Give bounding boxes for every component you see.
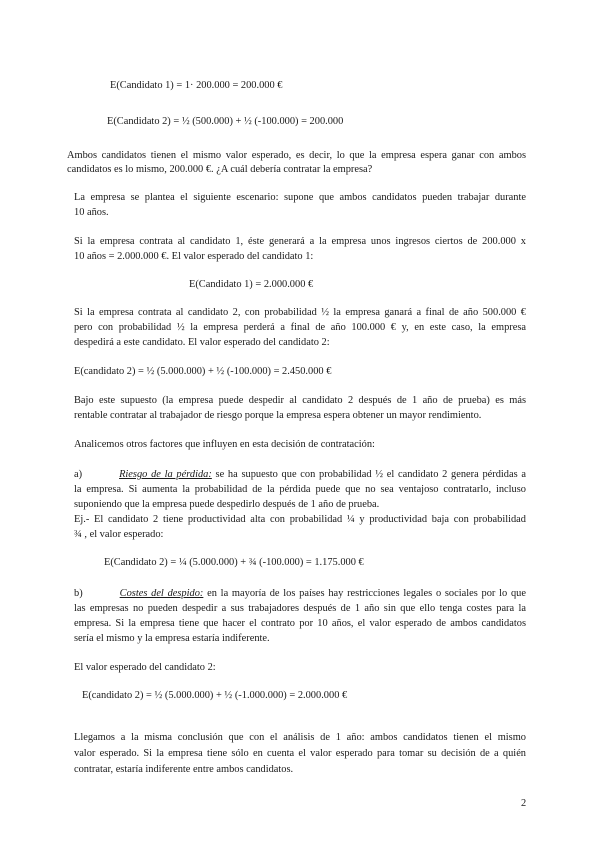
candidato-2-line-1: Si la empresa contrata al candidato 2, con probabilidad ½ la empresa ganará a final de año 500.000 €: [74, 307, 526, 318]
factor-b-line-1-rest: en la mayoría de los países hay restricciones legales o sociales por lo que: [203, 588, 526, 599]
factors-intro: Analicemos otros factores que influyen en esta decisión de contratación:: [74, 439, 375, 450]
factor-b-line-1: [74, 588, 526, 600]
factor-a-marker: a): [74, 469, 83, 480]
factor-a-line-1-rest: se ha supuesto que con probabilidad ½ el candidato 2 genera pérdidas a: [211, 469, 526, 480]
formula-candidato-2-quarter: E(Candidato 2) = ¼ (5.000.000) + ¾ (-100.000) = 1.175.000 €: [104, 557, 364, 568]
factor-b-title: Costes del despido:: [119, 588, 204, 599]
factor-b-line-4: sería el mismo y la empresa estaría indiferente.: [74, 633, 270, 644]
formula-candidato-2-10-years: E(candidato 2) = ½ (5.000.000) + ½ (-100.000) = 2.450.000 €: [74, 366, 332, 377]
page-number: 2: [521, 798, 527, 809]
candidato-1-line-2: 10 años = 2.000.000 €. El valor esperado del candidato 1:: [74, 251, 314, 262]
intro-line-1: Ambos candidatos tienen el mismo valor esperado, es decir, lo que la empresa espera ganar con ambos: [67, 150, 526, 161]
formula-candidato-2-cost: E(candidato 2) = ½ (5.000.000) + ½ (-1.000.000) = 2.000.000 €: [82, 690, 348, 701]
factor-b-line-2: las empresas no pueden despedir a sus trabajadores después de 1 año sin que ello tenga costes para la: [74, 603, 526, 614]
candidato-2-line-3: despedirá a este candidato. El valor esperado del candidato 2:: [74, 337, 330, 348]
formula-candidato-1-10-years: E(Candidato 1) = 2.000.000 €: [189, 279, 314, 290]
conclusion-1-line-1: Bajo este supuesto (la empresa puede despedir al candidato 2 después de 1 año de prueba) es más: [74, 395, 526, 406]
example-line-2: ¾ , el valor esperado:: [74, 529, 164, 540]
formula-candidato-2: E(Candidato 2) = ½ (500.000) + ½ (-100.000) = 200.000: [107, 116, 344, 127]
final-line-3: contratar, estaría indiferente entre ambos candidatos.: [74, 764, 294, 775]
final-line-1: Llegamos a la misma conclusión que con el análisis de 1 año: ambos candidatos tienen el mismo: [74, 732, 526, 743]
candidato-1-line-1: Si la empresa contrata al candidato 1, éste generará a la empresa unos ingresos ciertos de 200.000 x: [74, 236, 526, 247]
formula-candidato-1: E(Candidato 1) = 1· 200.000 = 200.000 €: [110, 80, 283, 91]
conclusion-1-line-2: rentable contratar al trabajador de riesgo porque la empresa espera obtener un mayor rendimiento.: [74, 410, 482, 421]
scenario-line-2: 10 años.: [74, 207, 109, 218]
factor-a-line-1: [74, 469, 526, 481]
factor-b-marker: b): [74, 588, 83, 599]
scenario-line-1: La empresa se plantea el siguiente escenario: supone que ambos candidatos pueden trabajar durante: [74, 192, 526, 203]
factor-a-line-3: suponiendo que la empresa puede despedirlo después de 1 año de prueba.: [74, 499, 380, 510]
final-line-2: valor esperado. Si la empresa tiene sólo en cuenta el valor esperado para tomar su decisión de a quién: [74, 748, 526, 759]
example-line-1: Ej.- El candidato 2 tiene productividad alta con probabilidad ¼ y productividad baja con probabilidad: [74, 514, 526, 525]
factor-b-line-3: empresa. Si la empresa tiene que hacer el contrato por 10 años, el valor esperado de ambos candidatos: [74, 618, 526, 629]
candidato-2-line-2: pero con probabilidad ½ la empresa perderá a final de año 100.000 € y, en este caso, la empresa: [74, 322, 526, 333]
factor-a-title: Riesgo de la pérdida:: [119, 469, 212, 480]
factor-a-line-2: la empresa. Si aumenta la probabilidad de la pérdida puede que no sea ventajoso contratarlo, incluso: [74, 484, 526, 495]
candidato-2-value-intro: El valor esperado del candidato 2:: [74, 662, 216, 673]
intro-line-2: candidatos es lo mismo, 200.000 €. ¿A cuál debería contratar la empresa?: [67, 164, 373, 175]
